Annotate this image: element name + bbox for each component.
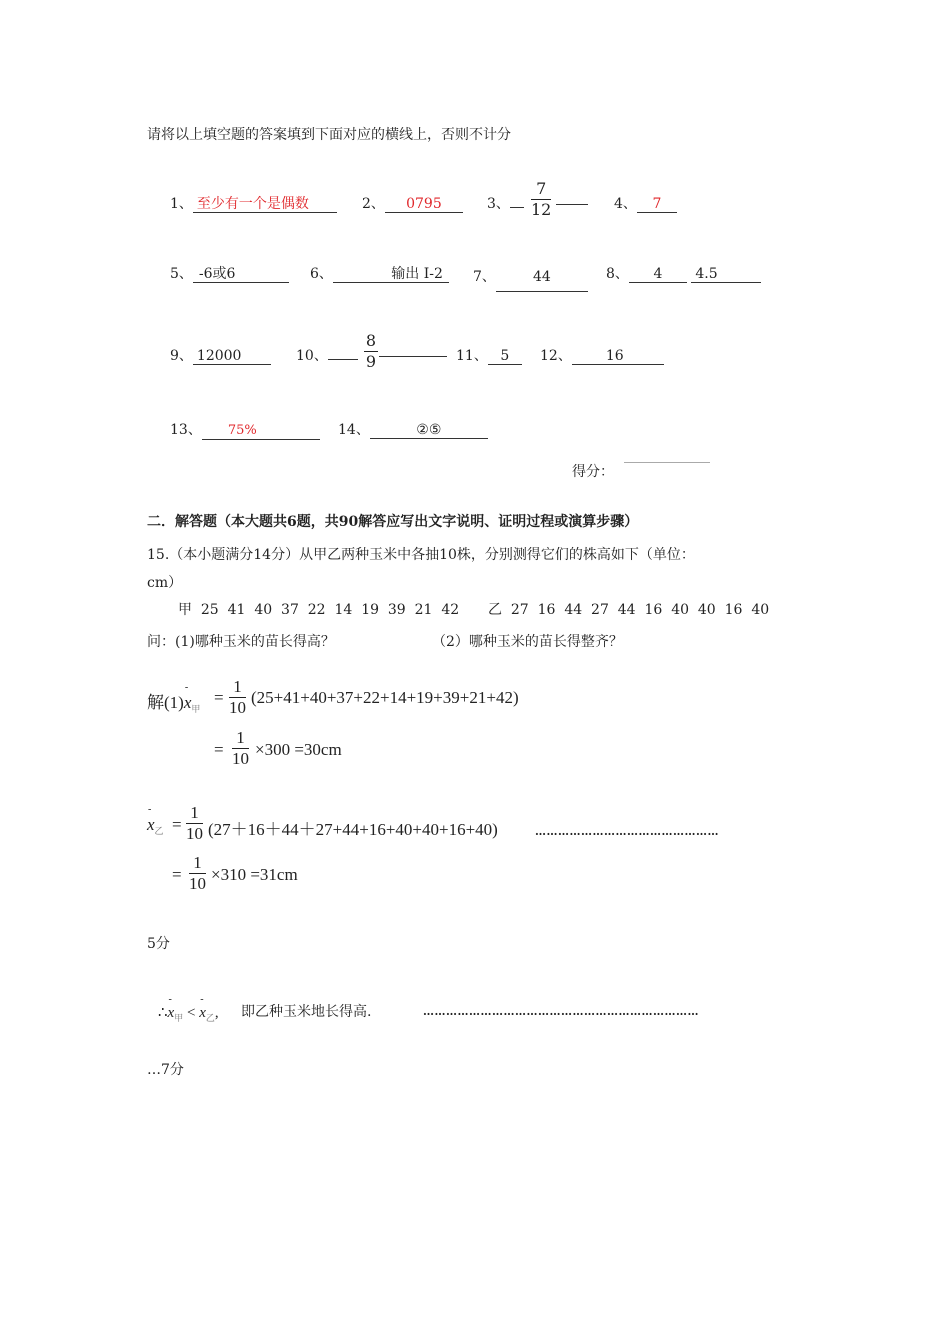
blank-lead <box>328 359 358 360</box>
answer-9 <box>170 345 271 365</box>
numerator: 8 <box>365 331 377 350</box>
q15-jia-row: 甲 25 41 40 37 22 14 19 39 21 42 <box>178 602 460 618</box>
q15-ask2: （2）哪种玉米的苗长得整齐？ <box>432 634 623 650</box>
numerator: 1 <box>236 728 245 747</box>
numerator: 1 <box>190 803 199 822</box>
denominator: 10 <box>232 749 249 768</box>
denominator: 10 <box>229 698 246 717</box>
subscript-yi: 乙 <box>154 826 164 836</box>
answer-blank-2: 4.5 <box>691 266 761 283</box>
mean-var-yi: - x <box>199 1005 206 1022</box>
solution-jia-line1 <box>147 688 200 715</box>
numerator: 1 <box>233 677 242 696</box>
answer-label: 4、 <box>614 196 637 212</box>
answer-label: 13、 <box>170 422 202 438</box>
denominator: 10 <box>189 874 206 893</box>
answer-label: 3、 <box>487 196 510 212</box>
answer-label: 10、 <box>296 348 328 364</box>
blank-lead <box>510 207 524 208</box>
numerator: 1 <box>193 853 202 872</box>
answer-blank: 0795 <box>385 196 463 213</box>
fraction-one-tenth <box>186 804 203 843</box>
answer-label: 2、 <box>362 196 385 212</box>
answer-blank-1: 4 <box>629 266 687 283</box>
answer-label: 14、 <box>338 422 370 438</box>
fraction-one-tenth <box>229 678 246 717</box>
answer-14 <box>338 419 488 439</box>
conclusion-text: 即乙种玉米地长得高. <box>241 1004 372 1020</box>
answer-label: 8、 <box>606 266 629 282</box>
answer-10-trail <box>379 345 447 361</box>
answer-11 <box>456 345 522 365</box>
answer-3-fraction <box>531 180 551 219</box>
answer-10-fraction <box>364 332 378 371</box>
score-line <box>624 462 710 463</box>
fraction-one-tenth <box>232 729 249 768</box>
answer-label: 9、 <box>170 348 193 364</box>
answer-7 <box>473 263 588 292</box>
answer-blank: 12000 <box>193 348 271 365</box>
answer-label: 11、 <box>456 348 488 364</box>
answer-5 <box>170 263 289 283</box>
answer-4 <box>614 193 677 213</box>
q15-yi-row: 乙 27 16 44 27 44 16 40 40 16 40 <box>488 602 770 618</box>
answer-8 <box>606 263 761 283</box>
eq-sign: = <box>172 815 182 834</box>
therefore-symbol: ∴ <box>158 1005 168 1021</box>
conclusion-line <box>158 1003 219 1024</box>
solution-prefix: 解(1) <box>147 693 184 712</box>
answer-blank: ②⑤ <box>370 422 488 439</box>
denominator: 9 <box>365 352 377 371</box>
answer-label: 1、 <box>170 196 193 212</box>
answer-1 <box>170 193 337 213</box>
answer-12 <box>540 345 664 365</box>
eq-sign: = <box>214 688 224 707</box>
q15-ask1: 问：(1)哪种玉米的苗长得高？ <box>147 634 335 650</box>
answer-blank: 44 <box>496 263 588 292</box>
answer-13 <box>170 419 320 440</box>
answer-blank: 5 <box>488 348 522 365</box>
answer-blank: 75% <box>202 423 320 440</box>
fraction-one-tenth <box>189 854 206 893</box>
answer-blank: -6或6 <box>193 266 289 283</box>
dotted-leader: ……………………………………………………………… <box>423 1005 699 1018</box>
answer-3-trail <box>556 193 588 209</box>
mean-var-jia: - x <box>168 1005 175 1022</box>
solution-yi-line1 <box>147 815 164 837</box>
q15-stem-line1: 15.（本小题满分14分）从甲乙两种玉米中各抽10株，分别测得它们的株高如下（单位： <box>147 547 695 563</box>
answer-blank: 7 <box>637 196 677 213</box>
comma: , <box>214 1005 219 1021</box>
subscript-yi: 乙 <box>205 1013 215 1023</box>
subscript-jia: 甲 <box>174 1013 184 1023</box>
mean-var-yi: - x <box>147 815 155 835</box>
answer-label: 6、 <box>310 266 333 282</box>
subscript-jia: 甲 <box>191 704 201 714</box>
eq-sign: = <box>214 740 224 759</box>
result-jia: ×300 =30cm <box>255 740 342 759</box>
sum-yi: (27＋16＋44＋27+44+16+40+40+16+40) <box>208 820 498 839</box>
denominator: 10 <box>186 824 203 843</box>
answer-6 <box>310 263 449 283</box>
mean-var-jia: - x <box>184 693 192 713</box>
answer-10 <box>296 345 358 365</box>
numerator: 7 <box>536 179 547 198</box>
answer-blank: 输出 I-2 <box>333 266 449 283</box>
answer-label: 12、 <box>540 348 572 364</box>
answer-blank: 至少有一个是偶数 <box>193 196 337 213</box>
points-5: 5分 <box>147 936 170 952</box>
q15-stem-line2: cm） <box>147 575 183 591</box>
denominator: 12 <box>531 200 552 219</box>
instruction-text: 请将以上填空题的答案填到下面对应的横线上，否则不计分 <box>147 127 511 143</box>
result-yi: ×310 =31cm <box>211 865 298 884</box>
score <box>572 461 614 481</box>
answer-label: 7、 <box>473 269 496 285</box>
score-label: 得分： <box>572 464 614 480</box>
answer-blank: 16 <box>572 348 664 365</box>
less-than: < <box>186 1005 196 1021</box>
eq-sign: = <box>172 865 182 884</box>
dotted-leader: ………………………………………… <box>535 825 719 838</box>
answer-2 <box>362 193 463 213</box>
answer-3 <box>487 193 524 213</box>
points-7: …7分 <box>147 1062 184 1078</box>
section-title: 二．解答题（本大题共6题，共90解答应写出文字说明、证明过程或演算步骤） <box>147 514 639 530</box>
answer-label: 5、 <box>170 266 193 282</box>
sum-jia: (25+41+40+37+22+14+19+39+21+42) <box>251 688 519 707</box>
